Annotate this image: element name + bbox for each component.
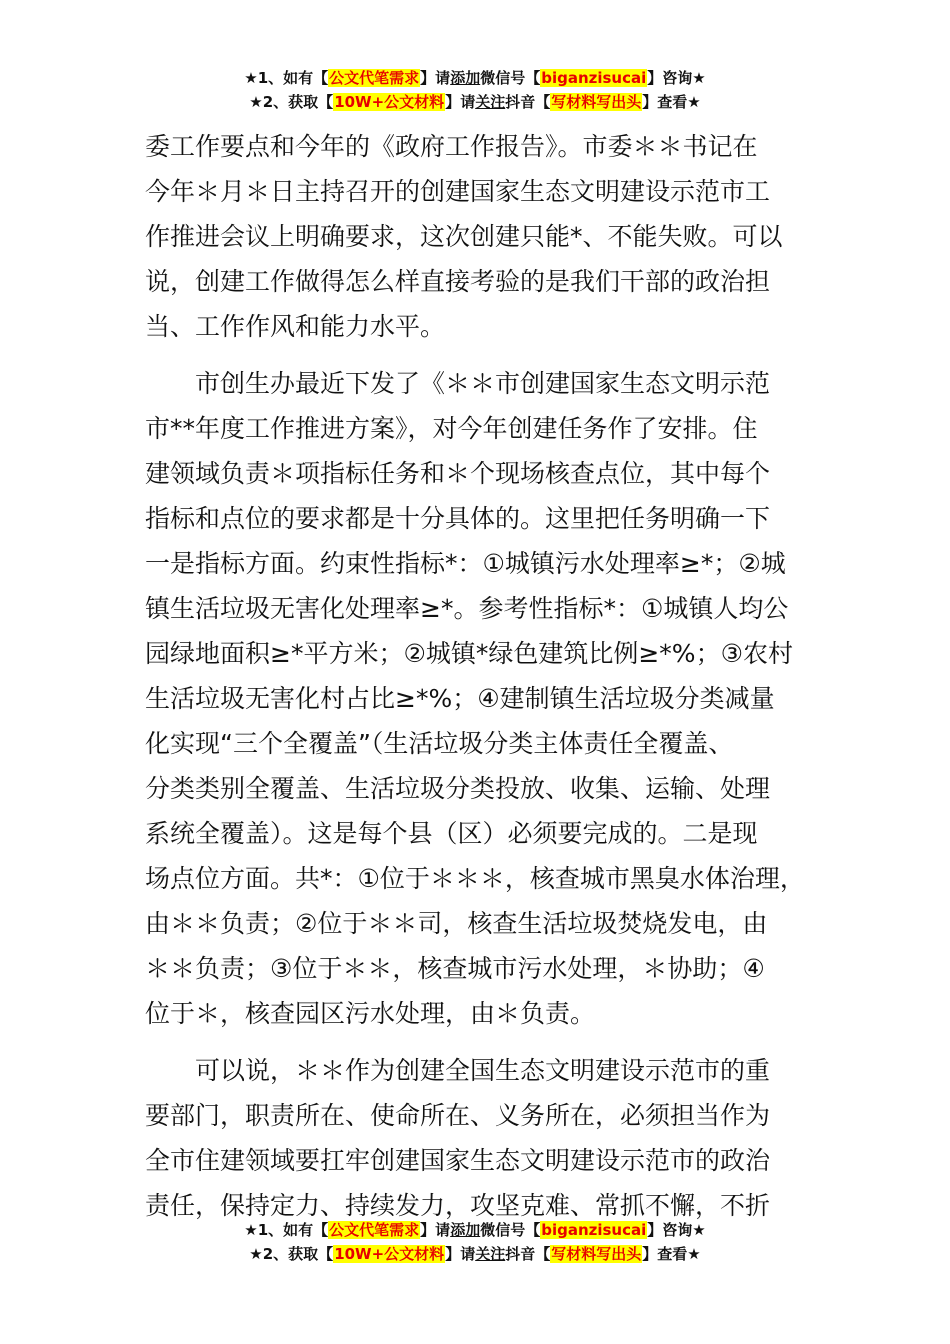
banner-text: ★1、如有【 <box>244 1221 329 1239</box>
banner-text: 抖音【 <box>505 1245 551 1263</box>
text-line: 今年＊月＊日主持召开的创建国家生态文明建设示范市工 <box>145 177 771 206</box>
banner-line-2 <box>0 90 950 114</box>
text-line: 市**年度工作推进方案》，对今年创建任务作了安排。住 <box>145 414 758 443</box>
text-line: 指标和点位的要求都是十分具体的。这里把任务明确一下 <box>145 504 771 533</box>
text-line: 要部门，职责所在、使命所在、义务所在，必须担当作为 <box>145 1101 771 1130</box>
paragraph <box>145 124 815 349</box>
underlined-action: 添加 <box>450 1221 481 1239</box>
text-line: 由＊＊负责；②位于＊＊司，核查生活垃圾焚烧发电，由 <box>145 909 768 938</box>
highlight-materials: 10W+公文材料 <box>334 93 445 111</box>
text-line: 委工作要点和今年的《政府工作报告》。市委＊＊书记在 <box>145 132 758 161</box>
text-line: ＊＊负责；③位于＊＊，核查城市污水处理，＊协助；④ <box>145 954 765 983</box>
text-line: 生活垃圾无害化村占比≥*%；④建制镇生活垃圾分类减量 <box>145 684 775 713</box>
banner-text: 】咨询★ <box>647 69 706 87</box>
banner-text: 抖音【 <box>505 93 551 111</box>
banner-line-1 <box>0 1218 950 1242</box>
paragraph <box>145 361 815 1036</box>
text-line: 责任，保持定力、持续发力，攻坚克难、常抓不懈，不折 <box>145 1191 771 1220</box>
text-line: 一是指标方面。约束性指标*：①城镇污水处理率≥*；②城 <box>145 549 786 578</box>
text-line: 系统全覆盖）。这是每个县（区）必须要完成的。二是现 <box>145 819 758 848</box>
highlight-wechat-id: biganzisucai <box>541 1221 647 1239</box>
highlight-materials: 10W+公文材料 <box>334 1245 445 1263</box>
text-line: 说，创建工作做得怎么样直接考验的是我们干部的政治担 <box>145 267 771 296</box>
text-line: 全市住建领域要扛牢创建国家生态文明建设示范市的政治 <box>145 1146 771 1175</box>
text-line: 镇生活垃圾无害化处理率≥*。参考性指标*：①城镇人均公 <box>145 594 789 623</box>
text-line: 当、工作作风和能力水平。 <box>145 312 446 341</box>
banner-text: 】请 <box>420 1221 451 1239</box>
text-line: 位于＊，核查园区污水处理，由＊负责。 <box>145 999 596 1028</box>
document-body <box>145 124 815 1240</box>
banner-text: 】咨询★ <box>647 1221 706 1239</box>
banner-text: 】查看★ <box>642 1245 701 1263</box>
paragraph <box>145 1048 815 1228</box>
text-line: 园绿地面积≥*平方米；②城镇*绿色建筑比例≥*%；③农村 <box>145 639 793 668</box>
banner-text: 微信号【 <box>480 69 541 87</box>
banner-text: 】请 <box>420 69 451 87</box>
footer-banner <box>0 1218 950 1266</box>
banner-text: 】请 <box>445 1245 476 1263</box>
banner-line-1 <box>0 66 950 90</box>
banner-text: 微信号【 <box>480 1221 541 1239</box>
text-line: 市创生办最近下发了《＊＊市创建国家生态文明示范 <box>145 369 771 398</box>
banner-text: ★2、获取【 <box>249 1245 334 1263</box>
text-line: 作推进会议上明确要求，这次创建只能*、不能失败。可以 <box>145 222 783 251</box>
highlight-service: 公文代笔需求 <box>329 69 420 87</box>
highlight-wechat-id: biganzisucai <box>541 69 647 87</box>
highlight-douyin-account: 写材料写出头 <box>551 1245 642 1263</box>
underlined-action: 添加 <box>450 69 481 87</box>
highlight-douyin-account: 写材料写出头 <box>551 93 642 111</box>
text-line: 建领域负责＊项指标任务和＊个现场核查点位，其中每个 <box>145 459 771 488</box>
underlined-action: 关注 <box>475 93 506 111</box>
highlight-service: 公文代笔需求 <box>329 1221 420 1239</box>
text-line: 场点位方面。共*：①位于＊＊＊，核查城市黑臭水体治理， <box>145 864 805 893</box>
banner-text: ★2、获取【 <box>249 93 334 111</box>
banner-line-2 <box>0 1242 950 1266</box>
underlined-action: 关注 <box>475 1245 506 1263</box>
banner-text: 】查看★ <box>642 93 701 111</box>
header-banner <box>0 66 950 114</box>
banner-text: ★1、如有【 <box>244 69 329 87</box>
text-line: 化实现“三个全覆盖”（生活垃圾分类主体责任全覆盖、 <box>145 729 734 758</box>
text-line: 可以说，＊＊作为创建全国生态文明建设示范市的重 <box>145 1056 771 1085</box>
text-line: 分类类别全覆盖、生活垃圾分类投放、收集、运输、处理 <box>145 774 771 803</box>
banner-text: 】请 <box>445 93 476 111</box>
